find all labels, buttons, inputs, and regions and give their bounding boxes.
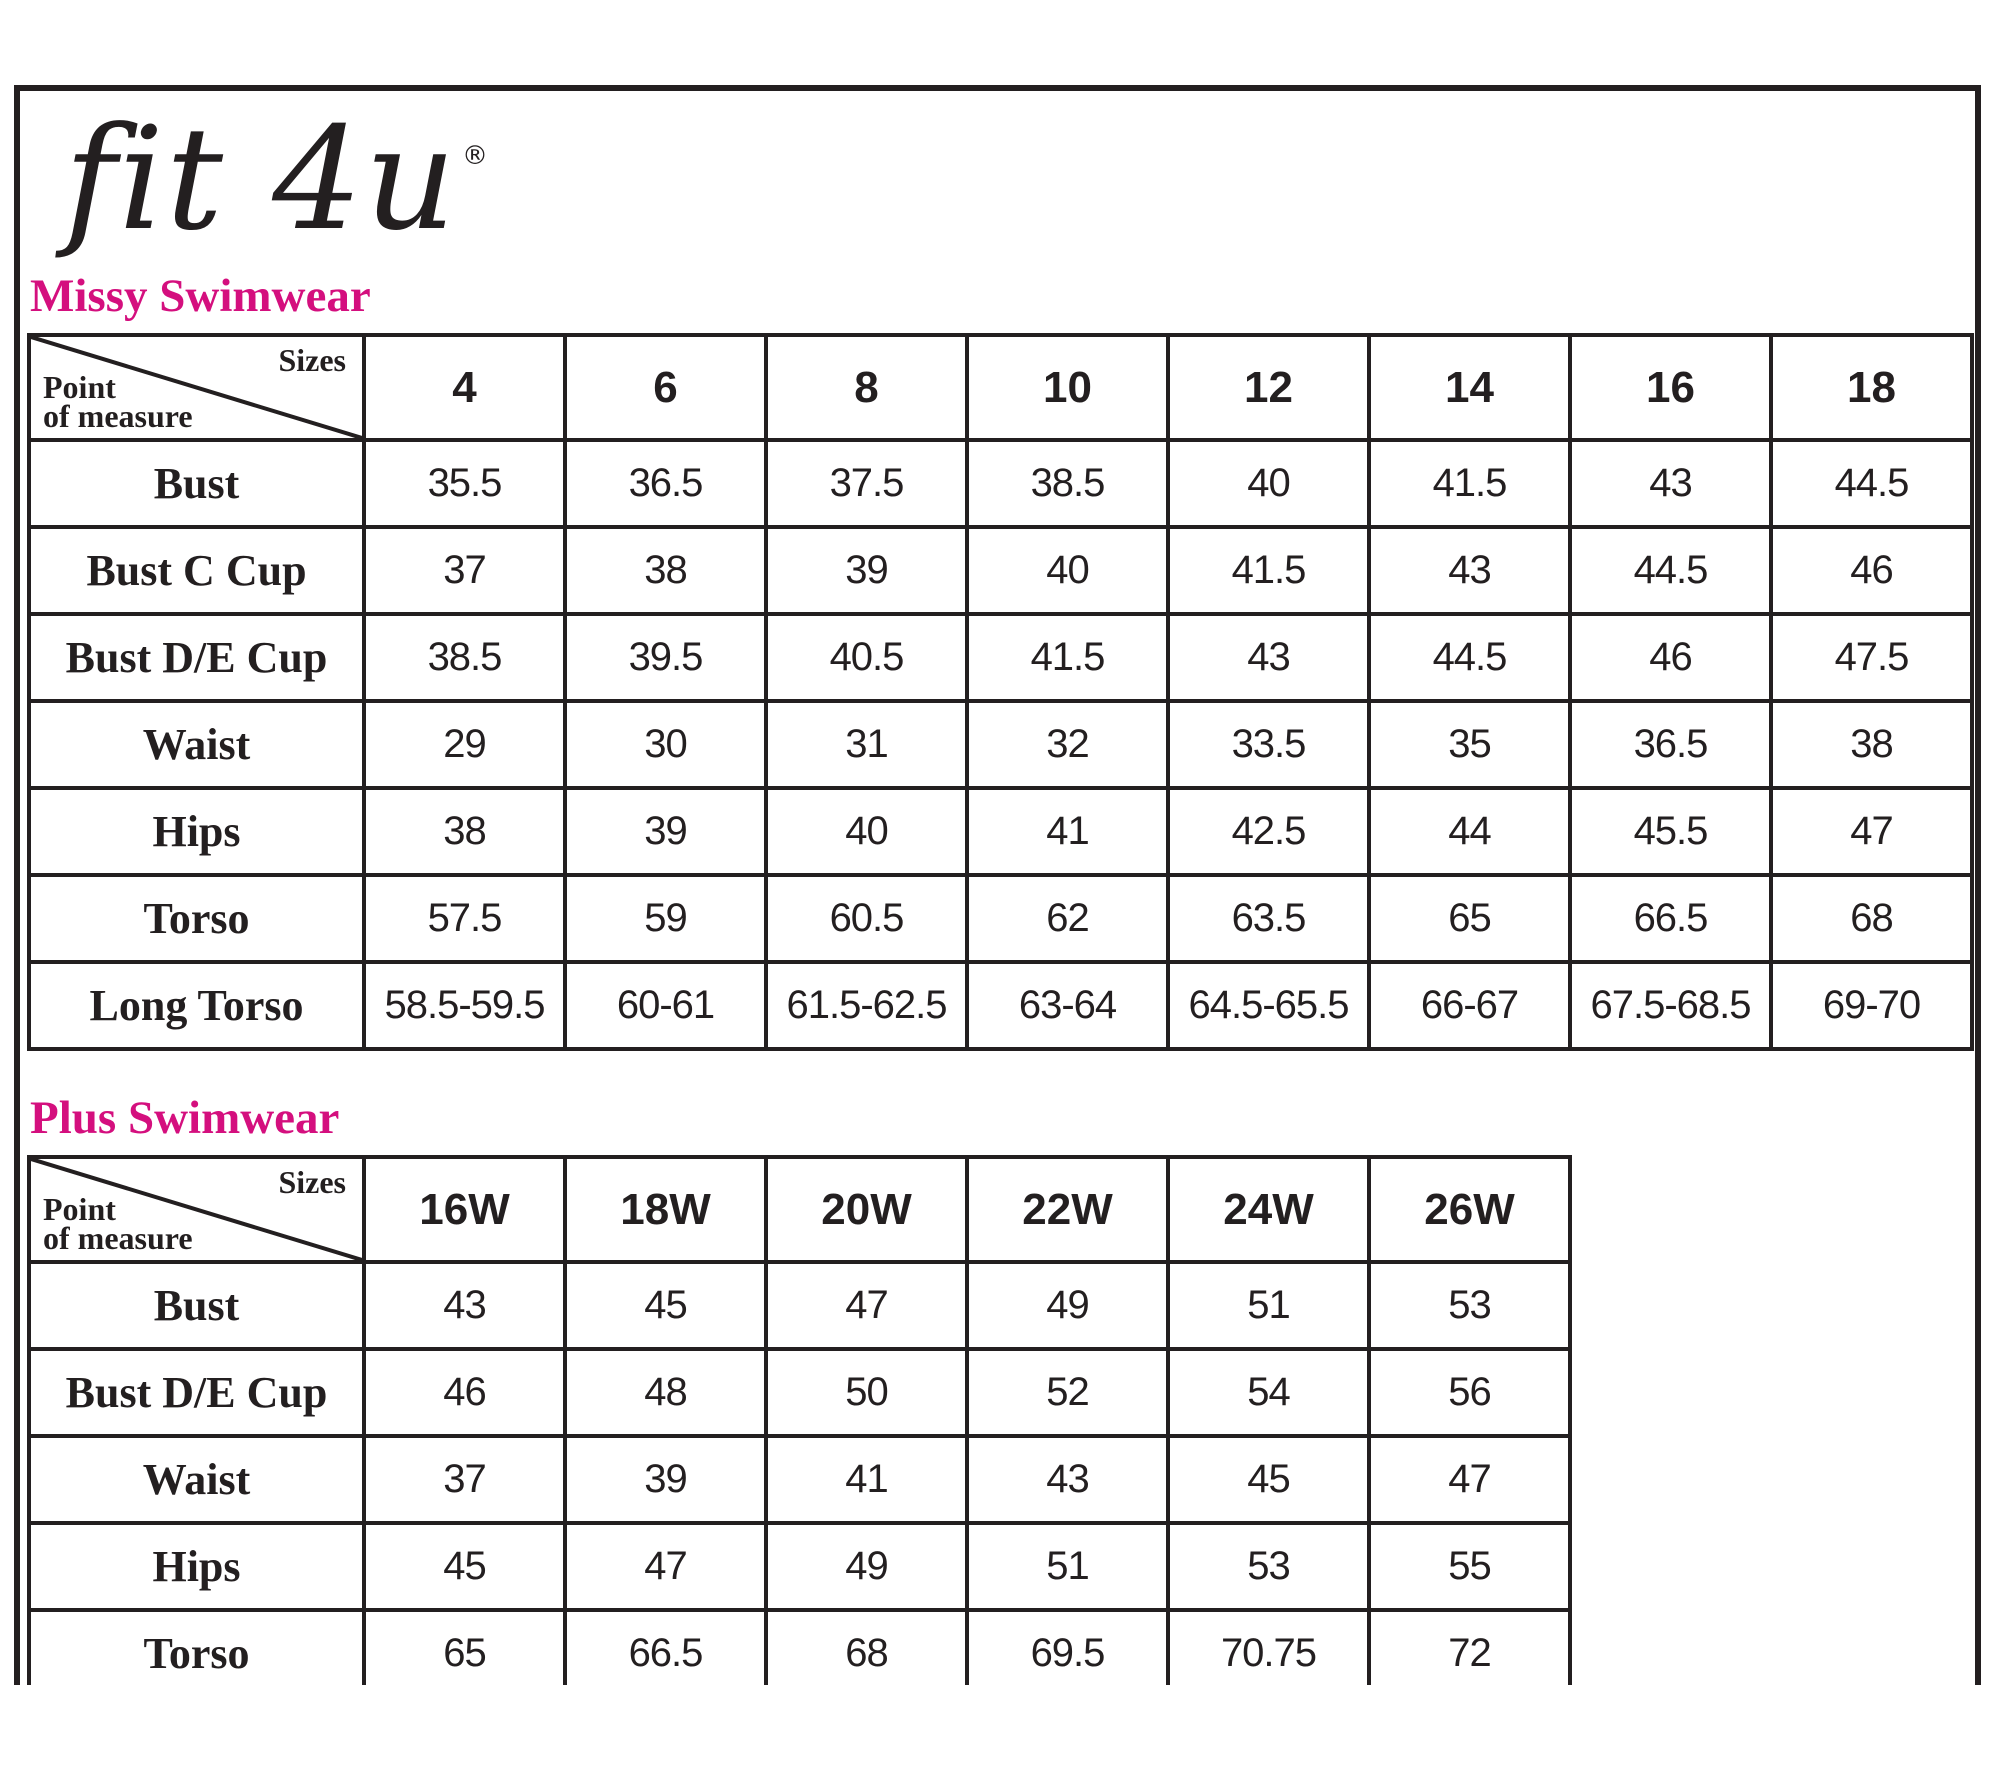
- size-header-cell: 12: [1168, 335, 1369, 440]
- value-cell: 46: [364, 1349, 565, 1436]
- value-cell: 49: [766, 1523, 967, 1610]
- value-cell: 70.75: [1168, 1610, 1369, 1685]
- value-cell: 35.5: [364, 440, 565, 527]
- value-cell: 64.5-65.5: [1168, 962, 1369, 1049]
- value-cell: 51: [967, 1523, 1168, 1610]
- table-row: [29, 962, 1972, 1049]
- size-header-cell: 6: [565, 335, 766, 440]
- value-cell: 38: [364, 788, 565, 875]
- table-row: [29, 788, 1972, 875]
- value-cell: 52: [967, 1349, 1168, 1436]
- missy-size-table: [27, 333, 1974, 1051]
- value-cell: 63.5: [1168, 875, 1369, 962]
- value-cell: 46: [1570, 614, 1771, 701]
- value-cell: 43: [1570, 440, 1771, 527]
- size-header-cell: 4: [364, 335, 565, 440]
- value-cell: 44: [1369, 788, 1570, 875]
- plus-size-table: [27, 1155, 1572, 1685]
- value-cell: 58.5-59.5: [364, 962, 565, 1049]
- row-label-cell: Bust: [29, 1262, 364, 1349]
- value-cell: 47: [565, 1523, 766, 1610]
- value-cell: 35: [1369, 701, 1570, 788]
- corner-point-label: Point: [43, 1191, 116, 1227]
- value-cell: 53: [1168, 1523, 1369, 1610]
- section-plus: [20, 1093, 1975, 1685]
- value-cell: 39: [565, 1436, 766, 1523]
- value-cell: 38.5: [967, 440, 1168, 527]
- value-cell: 40: [1168, 440, 1369, 527]
- table-row: [29, 701, 1972, 788]
- size-header-cell: 14: [1369, 335, 1570, 440]
- corner-measure-label: of measure: [43, 398, 193, 434]
- value-cell: 50: [766, 1349, 967, 1436]
- size-header-cell: 22W: [967, 1157, 1168, 1262]
- value-cell: 43: [364, 1262, 565, 1349]
- value-cell: 40: [967, 527, 1168, 614]
- value-cell: 45: [364, 1523, 565, 1610]
- size-header-cell: 26W: [1369, 1157, 1570, 1262]
- corner-measure-label: of measure: [43, 1220, 193, 1256]
- table-row: [29, 1262, 1570, 1349]
- row-label-cell: Hips: [29, 1523, 364, 1610]
- corner-cell: [29, 335, 364, 440]
- corner-point-label: Point: [43, 369, 116, 405]
- value-cell: 40.5: [766, 614, 967, 701]
- value-cell: 47.5: [1771, 614, 1972, 701]
- row-label-cell: Torso: [29, 1610, 364, 1685]
- value-cell: 42.5: [1168, 788, 1369, 875]
- value-cell: 47: [1369, 1436, 1570, 1523]
- value-cell: 65: [364, 1610, 565, 1685]
- brand-logo-text: fit 4u: [64, 97, 458, 262]
- row-label-cell: Torso: [29, 875, 364, 962]
- value-cell: 41: [766, 1436, 967, 1523]
- value-cell: 44.5: [1771, 440, 1972, 527]
- corner-cell: [29, 1157, 364, 1262]
- row-label-cell: Waist: [29, 1436, 364, 1523]
- value-cell: 69-70: [1771, 962, 1972, 1049]
- value-cell: 49: [967, 1262, 1168, 1349]
- size-header-cell: 18W: [565, 1157, 766, 1262]
- value-cell: 38.5: [364, 614, 565, 701]
- corner-sizes-label: Sizes: [278, 342, 346, 378]
- value-cell: 55: [1369, 1523, 1570, 1610]
- value-cell: 65: [1369, 875, 1570, 962]
- value-cell: 72: [1369, 1610, 1570, 1685]
- value-cell: 59: [565, 875, 766, 962]
- row-label-cell: Waist: [29, 701, 364, 788]
- section-title-missy: Missy Swimwear: [30, 270, 371, 322]
- value-cell: 63-64: [967, 962, 1168, 1049]
- value-cell: 66.5: [565, 1610, 766, 1685]
- row-label-cell: Long Torso: [29, 962, 364, 1049]
- size-header-cell: 8: [766, 335, 967, 440]
- value-cell: 41.5: [1369, 440, 1570, 527]
- table-row: [29, 1523, 1570, 1610]
- value-cell: 41.5: [967, 614, 1168, 701]
- value-cell: 48: [565, 1349, 766, 1436]
- value-cell: 56: [1369, 1349, 1570, 1436]
- value-cell: 32: [967, 701, 1168, 788]
- size-header-row: [29, 335, 1972, 440]
- size-header-cell: 20W: [766, 1157, 967, 1262]
- table-row: [29, 875, 1972, 962]
- value-cell: 68: [1771, 875, 1972, 962]
- value-cell: 68: [766, 1610, 967, 1685]
- value-cell: 41.5: [1168, 527, 1369, 614]
- row-label-cell: Hips: [29, 788, 364, 875]
- value-cell: 69.5: [967, 1610, 1168, 1685]
- value-cell: 39: [766, 527, 967, 614]
- table-row: [29, 1610, 1570, 1685]
- value-cell: 31: [766, 701, 967, 788]
- value-cell: 47: [766, 1262, 967, 1349]
- value-cell: 53: [1369, 1262, 1570, 1349]
- value-cell: 43: [1168, 614, 1369, 701]
- value-cell: 29: [364, 701, 565, 788]
- value-cell: 33.5: [1168, 701, 1369, 788]
- outer-frame: [14, 85, 1981, 1685]
- corner-sizes-label: Sizes: [278, 1164, 346, 1200]
- value-cell: 38: [565, 527, 766, 614]
- size-header-row: [29, 1157, 1570, 1262]
- value-cell: 37.5: [766, 440, 967, 527]
- value-cell: 60.5: [766, 875, 967, 962]
- size-chart-sections: [20, 271, 1975, 1685]
- value-cell: 45.5: [1570, 788, 1771, 875]
- value-cell: 62: [967, 875, 1168, 962]
- value-cell: 61.5-62.5: [766, 962, 967, 1049]
- value-cell: 37: [364, 527, 565, 614]
- value-cell: 39: [565, 788, 766, 875]
- row-label-cell: Bust D/E Cup: [29, 614, 364, 701]
- table-row: [29, 440, 1972, 527]
- value-cell: 39.5: [565, 614, 766, 701]
- size-header-cell: 18: [1771, 335, 1972, 440]
- value-cell: 66-67: [1369, 962, 1570, 1049]
- table-row: [29, 614, 1972, 701]
- value-cell: 30: [565, 701, 766, 788]
- section-missy: [20, 271, 1975, 1051]
- value-cell: 36.5: [1570, 701, 1771, 788]
- value-cell: 43: [967, 1436, 1168, 1523]
- table-row: [29, 1349, 1570, 1436]
- value-cell: 45: [1168, 1436, 1369, 1523]
- value-cell: 36.5: [565, 440, 766, 527]
- value-cell: 44.5: [1369, 614, 1570, 701]
- value-cell: 66.5: [1570, 875, 1771, 962]
- row-label-cell: Bust: [29, 440, 364, 527]
- value-cell: 38: [1771, 701, 1972, 788]
- value-cell: 41: [967, 788, 1168, 875]
- value-cell: 67.5-68.5: [1570, 962, 1771, 1049]
- value-cell: 57.5: [364, 875, 565, 962]
- value-cell: 60-61: [565, 962, 766, 1049]
- value-cell: 40: [766, 788, 967, 875]
- value-cell: 44.5: [1570, 527, 1771, 614]
- table-row: [29, 527, 1972, 614]
- row-label-cell: Bust C Cup: [29, 527, 364, 614]
- registered-trademark-icon: ®: [461, 140, 488, 171]
- size-header-cell: 16W: [364, 1157, 565, 1262]
- size-header-cell: 16: [1570, 335, 1771, 440]
- value-cell: 51: [1168, 1262, 1369, 1349]
- section-title-plus: Plus Swimwear: [30, 1092, 340, 1144]
- value-cell: 47: [1771, 788, 1972, 875]
- row-label-cell: Bust D/E Cup: [29, 1349, 364, 1436]
- value-cell: 45: [565, 1262, 766, 1349]
- size-header-cell: 10: [967, 335, 1168, 440]
- value-cell: 37: [364, 1436, 565, 1523]
- table-row: [29, 1436, 1570, 1523]
- brand-logo: [64, 95, 1975, 271]
- size-header-cell: 24W: [1168, 1157, 1369, 1262]
- value-cell: 43: [1369, 527, 1570, 614]
- value-cell: 46: [1771, 527, 1972, 614]
- value-cell: 54: [1168, 1349, 1369, 1436]
